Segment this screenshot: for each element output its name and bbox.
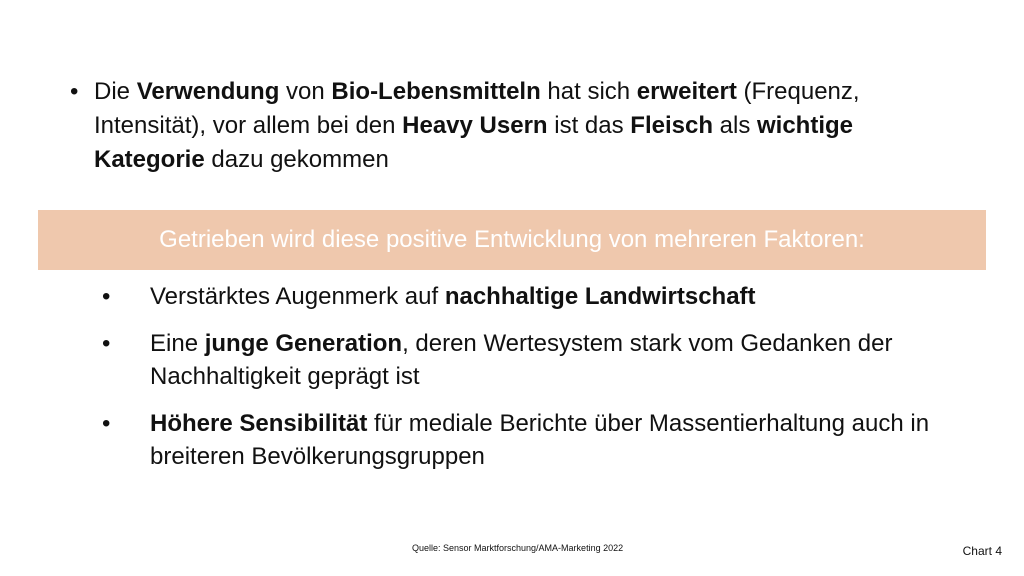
- bullet-marker: •: [70, 78, 79, 105]
- text-segment: (Frequenz, Intensität), vor allem bei den: [94, 78, 860, 139]
- bullet-marker: •: [102, 283, 111, 310]
- text-segment: , deren Wertesystem stark vom Gedanken der Nachhaltigkeit geprägt ist: [150, 330, 893, 390]
- emphasis-text: Heavy Usern: [402, 112, 548, 139]
- factor-list: [100, 280, 980, 487]
- factor-text: [150, 280, 980, 313]
- emphasis-text: Fleisch: [630, 112, 713, 139]
- emphasis-text: erweitert: [636, 78, 737, 105]
- source-note: Quelle: Sensor Marktforschung/AMA-Marketing 2022: [412, 543, 624, 553]
- text-segment: Verstärktes Augenmerk auf: [150, 283, 445, 310]
- emphasis-text: wichtige Kategorie: [94, 112, 854, 173]
- emphasis-text: junge Generation: [204, 330, 403, 357]
- text-segment: von: [279, 78, 332, 105]
- text-segment: Die: [94, 78, 137, 105]
- text-segment: für mediale Berichte über Massentierhaltung auch in breiteren Bevölkerungsgruppen: [150, 410, 930, 470]
- text-segment: ist das: [547, 112, 631, 139]
- factor-item: [100, 327, 980, 393]
- factor-item: [100, 407, 980, 473]
- text-segment: als: [712, 112, 757, 139]
- banner-text: Getrieben wird diese positive Entwicklung von mehreren Faktoren:: [159, 226, 865, 253]
- factor-text: [150, 407, 980, 473]
- emphasis-text: Verwendung: [136, 78, 280, 105]
- page-label: Chart 4: [962, 544, 1002, 558]
- emphasis-text: Höhere Sensibilität: [150, 410, 368, 437]
- factor-text: [150, 327, 980, 393]
- text-segment: Eine: [150, 330, 205, 357]
- bullet-marker: •: [102, 410, 111, 437]
- text-segment: hat sich: [540, 78, 637, 105]
- bullet-marker: •: [102, 330, 111, 357]
- intro-bullet: [70, 75, 970, 177]
- intro-text: [94, 75, 970, 177]
- emphasis-text: nachhaltige Landwirtschaft: [444, 283, 756, 310]
- emphasis-text: Bio-Lebensmitteln: [331, 78, 541, 105]
- factor-item: [100, 280, 980, 313]
- highlight-banner: [38, 210, 986, 270]
- text-segment: dazu gekommen: [204, 146, 389, 173]
